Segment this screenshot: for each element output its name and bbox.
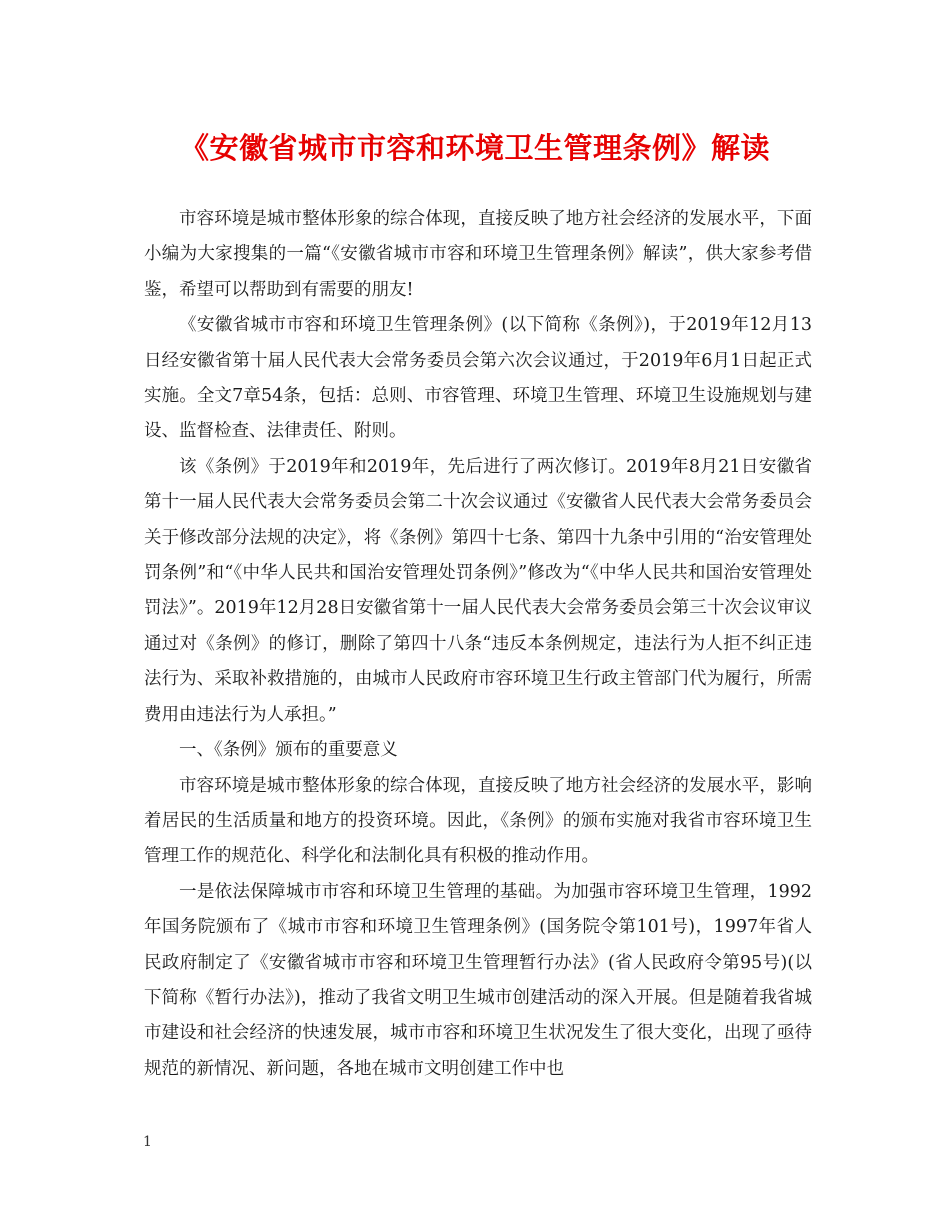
paragraph-intro: 市容环境是城市整体形象的综合体现，直接反映了地方社会经济的发展水平，下面小编为大家搜集的一篇“《安徽省城市市容和环境卫生管理条例》解读”，供大家参考借鉴，希望可以帮助到有需要的朋友! <box>144 209 812 300</box>
paragraph-point-one: 一是依法保障城市市容和环境卫生管理的基础。为加强市容环境卫生管理，1992年国务院颁布了《城市市容和环境卫生管理条例》(国务院令第101号)，1997年省人民政府制定了《安徽省城市市容和环境卫生管理暂行办法》(省人民政府令第95号)(以下简称《暂行办法》)，推动了我省文明卫生城市创建活动的深入开展。但是随着我省城市建设和社会经济的快速发展，城市市容和环境卫生状况发生了很大变化，出现了亟待规范的新情况、新问题，各地在城市文明创建工作中也 <box>144 881 812 1079</box>
section-heading-significance: 一、《条例》颁布的重要意义 <box>179 740 398 761</box>
page-number: 1 <box>143 1134 152 1150</box>
paragraph-revisions: 该《条例》于2019年和2019年，先后进行了两次修订。2019年8月21日安徽省第十一届人民代表大会常务委员会第二十次会议通过《安徽省人民代表大会常务委员会关于修改部分法规的决定》，将《条例》第四十七条、第四十九条中引用的“治安管理处罚条例”和“《中华人民共和国治安管理处罚条例》”修改为“《中华人民共和国治安管理处罚法》”。2019年12月28日安徽省第十一届人民代表大会常务委员会第三十次会议审议通过对《条例》的修订，删除了第四十八条“违反本条例规定，违法行为人拒不纠正违法行为、采取补救措施的，由城市人民政府市容环境卫生行政主管部门代为履行，所需费用由违法行为人承担。” <box>144 456 812 725</box>
document-body <box>144 202 812 1087</box>
paragraph-overview: 《安徽省城市市容和环境卫生管理条例》(以下简称《条例》)，于2019年12月13日经安徽省第十届人民代表大会常务委员会第六次会议通过，于2019年6月1日起正式实施。全文7章54条，包括：总则、市容管理、环境卫生管理、环境卫生设施规划与建设、监督检查、法律责任、附则。 <box>144 315 812 442</box>
document-title: 《安徽省城市市容和环境卫生管理条例》解读 <box>179 131 770 165</box>
paragraph-significance: 市容环境是城市整体形象的综合体现，直接反映了地方社会经济的发展水平，影响着居民的生活质量和地方的投资环境。因此，《条例》的颁布实施对我省市容环境卫生管理工作的规范化、科学化和法制化具有积极的推动作用。 <box>144 775 812 867</box>
